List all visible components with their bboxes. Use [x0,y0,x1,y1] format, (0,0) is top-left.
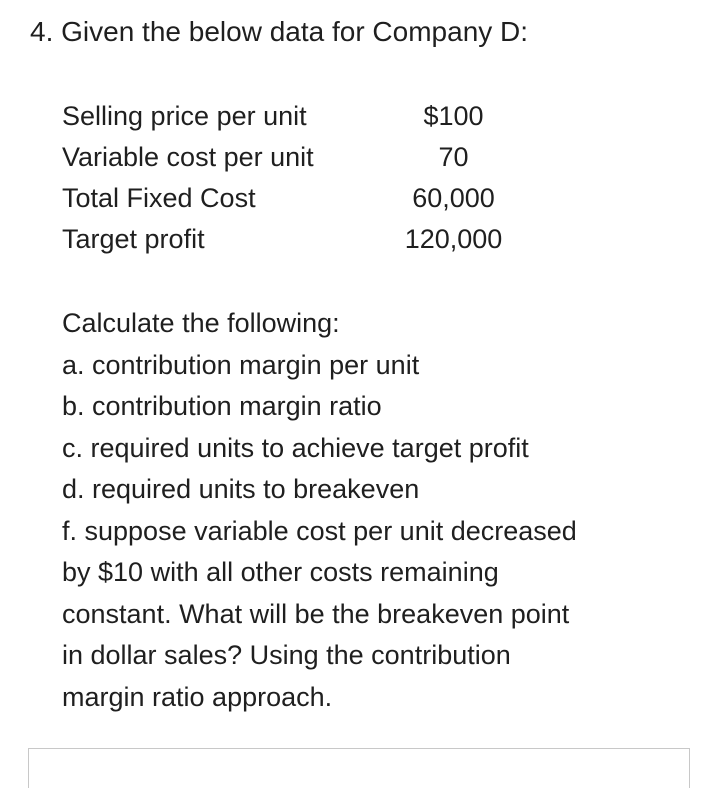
questions-intro: Calculate the following: [62,308,340,338]
question-heading: 4. Given the below data for Company D: [30,16,529,47]
data-label: Variable cost per unit [62,142,314,172]
data-value: 60,000 [412,183,495,213]
question-b: b. contribution margin ratio [62,391,382,421]
data-label: Target profit [62,224,205,254]
question-f-line: constant. What will be the breakeven point [62,598,570,629]
company-data-table [62,96,522,260]
question-f-line: margin ratio approach. [62,681,333,712]
data-label: Total Fixed Cost [62,183,256,213]
data-value: 70 [438,142,469,172]
question-f-line: in dollar sales? Using the contribution [62,640,511,670]
answer-box[interactable] [28,748,690,788]
data-value: 120,000 [404,224,503,254]
question-f [62,511,702,719]
question-list [62,303,702,718]
question-f-line: by $10 with all other costs remaining [62,557,499,587]
question-c: c. required units to achieve target profit [62,432,529,463]
question-f-line: f. suppose variable cost per unit decreased [62,515,577,546]
data-label: Selling price per unit [62,101,307,131]
question-a: a. contribution margin per unit [62,349,420,380]
data-value: $100 [423,101,484,131]
data-row-selling-price [62,96,522,137]
data-row-variable-cost [62,137,522,178]
data-row-total-fixed-cost [62,178,522,219]
question-d: d. required units to breakeven [62,474,420,504]
data-row-target-profit [62,219,522,260]
